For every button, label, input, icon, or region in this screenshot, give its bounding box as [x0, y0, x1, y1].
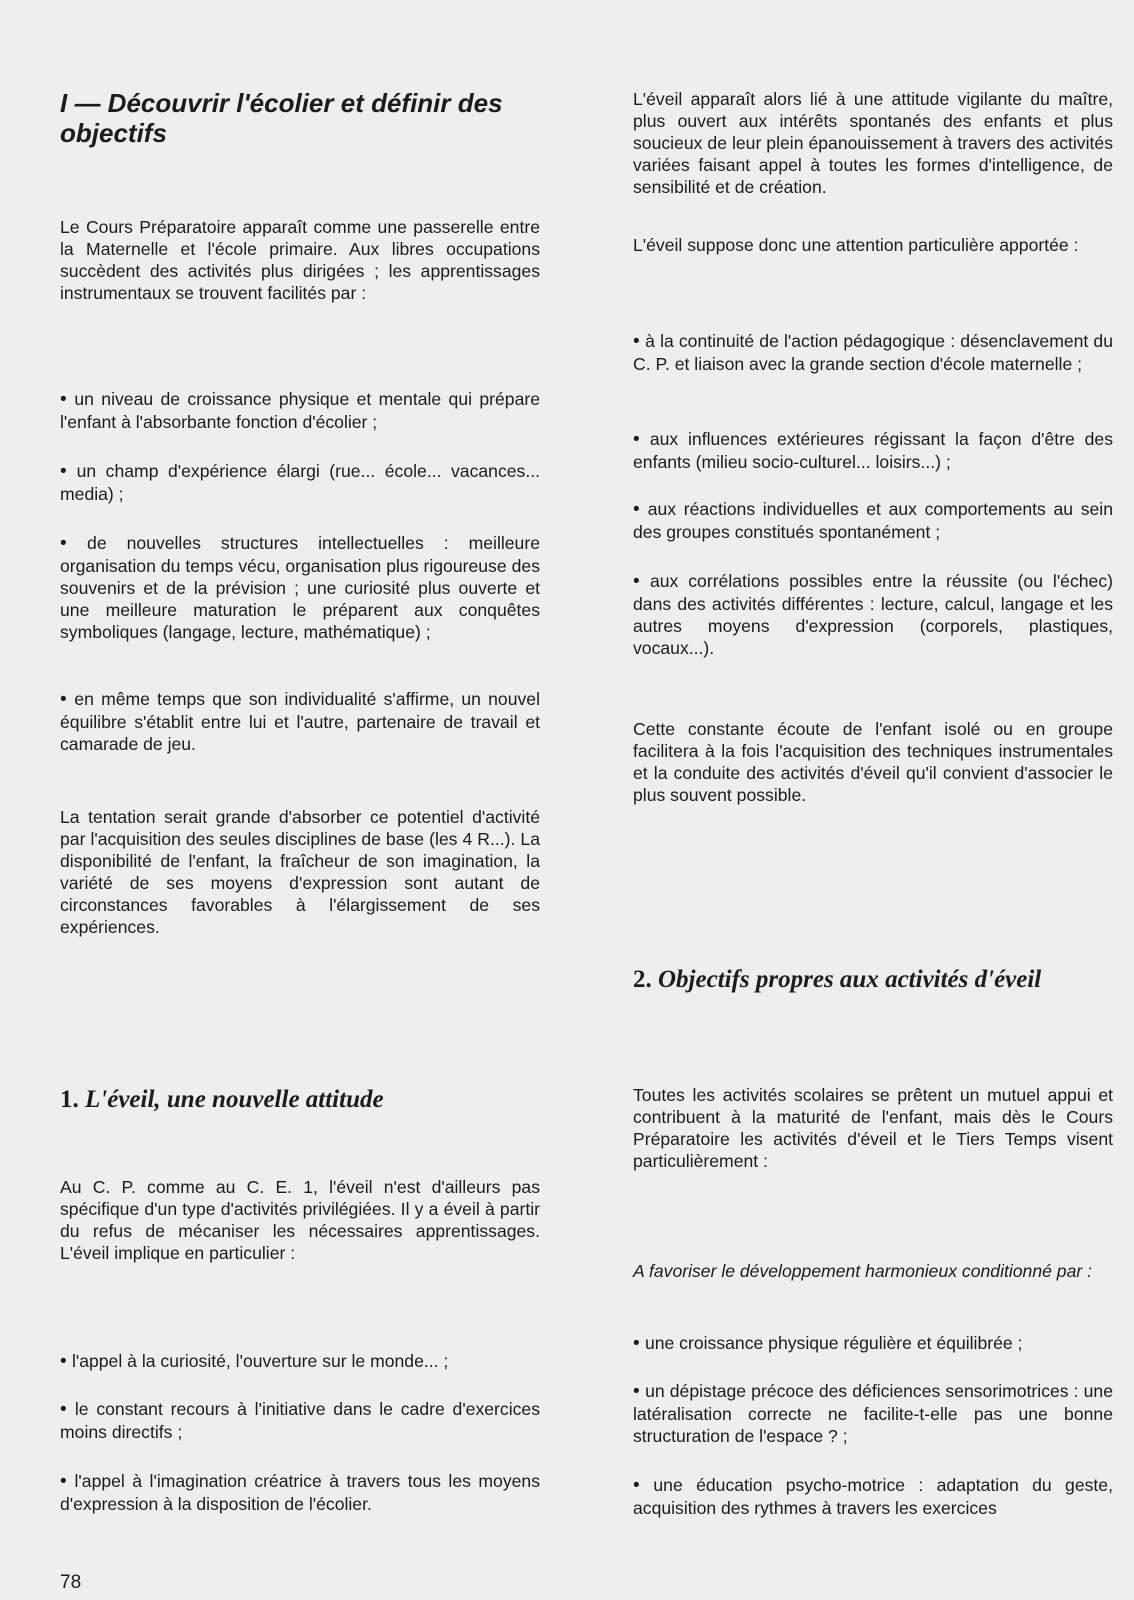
section-2-heading — [633, 966, 1113, 994]
vigilance-paragraph: L'éveil apparaît alors lié à une attitude vigilante du maître, plus ouvert aux intérêts spontanés des enfants et plus soucieux de leur plein épanouissement à travers des activités variées faisant appel à toutes les formes d'intelligence, de sensibilité et de création. — [633, 89, 1113, 197]
left-bullet-1: • un niveau de croissance physique et mentale qui prépare l'enfant à l'absorbante fonction d'écolier ; — [60, 388, 540, 433]
section-1-title: L'éveil, une nouvelle attitude — [85, 1086, 384, 1113]
left-bullet2-2: • le constant recours à l'initiative dans le cadre d'exercices moins directifs ; — [60, 1398, 540, 1443]
left-bullet-2: • un champ d'expérience élargi (rue... école... vacances... media) ; — [60, 460, 540, 505]
section-1-number: 1. — [60, 1086, 79, 1113]
left-bullet2-3: • l'appel à l'imagination créatrice à travers tous les moyens d'expression à la disposition de l'écolier. — [60, 1470, 540, 1515]
right-bullet2-2: • un dépistage précoce des déficiences sensorimotrices : une latéralisation correcte ne facilite-t-elle pas une bonne structuration de l'espace ? ; — [633, 1380, 1113, 1447]
left-bullet2-1: • l'appel à la curiosité, l'ouverture sur le monde... ; — [60, 1350, 540, 1373]
listening-paragraph: Cette constante écoute de l'enfant isolé ou en groupe facilitera à la fois l'acquisition des techniques instrumentales et la conduite des activités d'éveil qu'il convient d'associer le plus souvent possible. — [633, 719, 1113, 805]
attention-paragraph: L'éveil suppose donc une attention particulière apportée : — [633, 235, 1079, 255]
right-bullet2-3: • une éducation psycho-motrice : adaptation du geste, acquisition des rythmes à travers les exercices — [633, 1474, 1113, 1519]
development-subheading: A favoriser le développement harmonieux conditionné par : — [633, 1261, 1093, 1281]
right-bullet-4: • aux corrélations possibles entre la réussite (ou l'échec) dans des activités différentes : lecture, calcul, langage et les autres moyens d'expression (corporels, plastiques, vocaux...). — [633, 570, 1113, 659]
left-bullet-3: • de nouvelles structures intellectuelles : meilleure organisation du temps vécu, organisation plus rigoureuse des souvenirs et de la prévision ; une curiosité plus ouverte et une meilleure maturation le préparent aux conquêtes symboliques (langage, lecture, mathématique) ; — [60, 532, 540, 643]
section-2-number: 2. — [633, 966, 652, 993]
temptation-paragraph: La tentation serait grande d'absorber ce potentiel d'activité par l'acquisition des seules disciplines de base (les 4 R...). La disponibilité de l'enfant, la fraîcheur de son imagination, la variété de ses moyens d'expression sont autant de circonstances favorables à l'élargissement de ses expériences. — [60, 807, 540, 937]
main-heading: I — Découvrir l'écolier et définir des objectifs — [60, 88, 503, 148]
right-bullet2-1: • une croissance physique régulière et équilibrée ; — [633, 1332, 1113, 1355]
intro-paragraph: Le Cours Préparatoire apparaît comme une passerelle entre la Maternelle et l'école primaire. Aux libres occupations succèdent des activités plus dirigées ; les apprentissages instrumentaux se trouvent facilités par : — [60, 217, 540, 303]
right-bullet-1: • à la continuité de l'action pédagogique : désenclavement du C. P. et liaison avec la grande section d'école maternelle ; — [633, 330, 1113, 375]
left-bullet-4: • en même temps que son individualité s'affirme, un nouvel équilibre s'établit entre lui et l'autre, partenaire de travail et camarade de jeu. — [60, 688, 540, 755]
right-bullet-2: • aux influences extérieures régissant la façon d'être des enfants (milieu socio-culturel... loisirs...) ; — [633, 428, 1113, 473]
activities-paragraph: Toutes les activités scolaires se prêtent un mutuel appui et contribuent à la maturité de l'enfant, mais dès le Cours Préparatoire les activités d'éveil et le Tiers Temps visent particulièrement : — [633, 1085, 1113, 1171]
eveil-paragraph: Au C. P. comme au C. E. 1, l'éveil n'est d'ailleurs pas spécifique d'un type d'activités privilégiées. Il y a éveil à partir du refus de mécaniser les nécessaires apprentissages. L'éveil implique en particulier : — [60, 1177, 540, 1263]
page-number: 78 — [60, 1572, 82, 1593]
right-bullet-3: • aux réactions individuelles et aux comportements au sein des groupes constitués spontanément ; — [633, 498, 1113, 543]
section-2-title: Objectifs propres aux activités d'éveil — [658, 966, 1042, 993]
section-1-heading — [60, 1086, 540, 1114]
